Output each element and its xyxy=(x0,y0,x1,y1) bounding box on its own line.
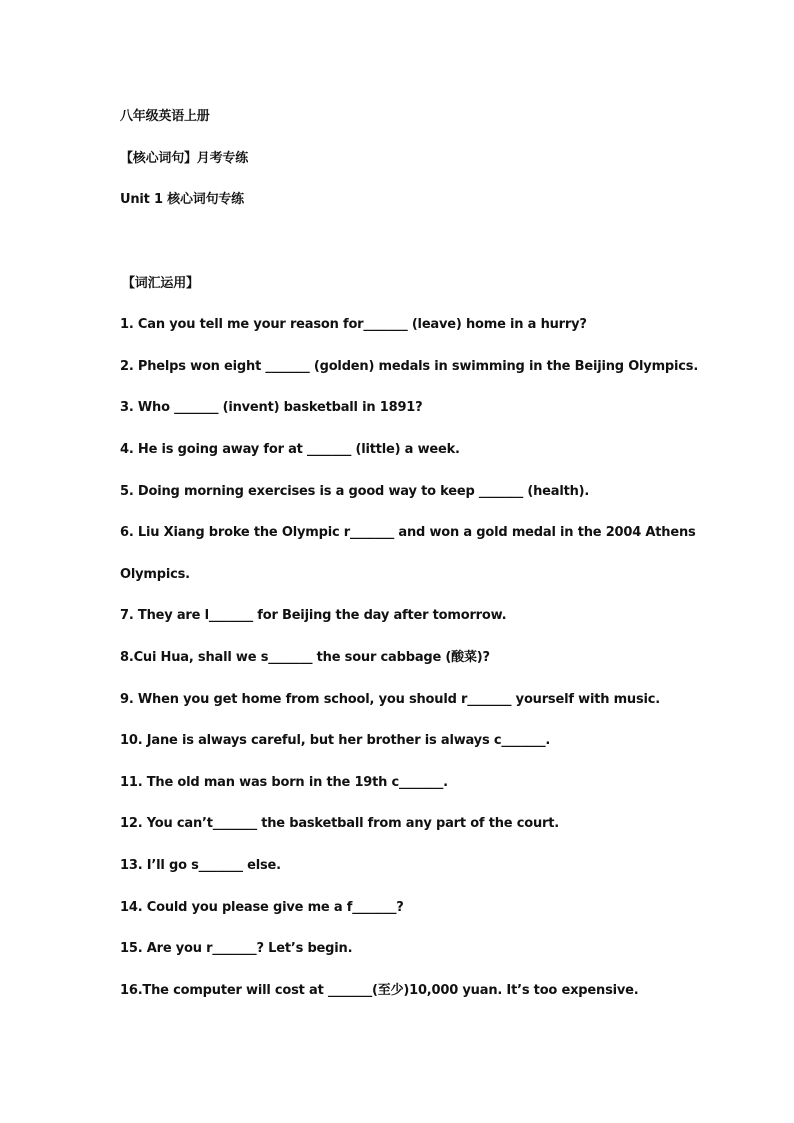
question-item: 1. Can you tell me your reason for_______ (leave) home in a hurry? xyxy=(120,317,587,332)
question-item: 14. Could you please give me a f_______? xyxy=(120,900,404,915)
question-item: 15. Are you r_______? Let’s begin. xyxy=(120,941,353,956)
question-item: 10. Jane is always careful, but her brother is always c_______. xyxy=(120,733,551,748)
question-item: 8.Cui Hua, shall we s_______ the sour cabbage (酸菜)? xyxy=(120,650,490,665)
question-item: 7. They are l_______ for Beijing the day after tomorrow. xyxy=(120,608,507,623)
question-item: 4. He is going away for at _______ (little) a week. xyxy=(120,442,460,457)
question-item: 5. Doing morning exercises is a good way to keep _______ (health). xyxy=(120,484,590,499)
question-item-continuation: Olympics. xyxy=(120,567,190,582)
question-item: 12. You can’t_______ the basketball from any part of the court. xyxy=(120,816,559,831)
section-title: 【核心词句】月考专练 xyxy=(120,151,249,166)
unit-title: Unit 1 核心词句专练 xyxy=(120,192,244,207)
vocab-heading: 【词汇运用】 xyxy=(122,276,199,291)
question-item: 9. When you get home from school, you should r_______ yourself with music. xyxy=(120,692,661,707)
question-item: 13. I’ll go s_______ else. xyxy=(120,858,281,873)
grade-title: 八年级英语上册 xyxy=(120,109,210,124)
question-item: 11. The old man was born in the 19th c_______. xyxy=(120,775,448,790)
question-item: 6. Liu Xiang broke the Olympic r_______ and won a gold medal in the 2004 Athens xyxy=(120,525,696,540)
question-item: 16.The computer will cost at _______(至少)10,000 yuan. It’s too expensive. xyxy=(120,983,639,998)
question-item: 3. Who _______ (invent) basketball in 1891? xyxy=(120,400,423,415)
question-item: 2. Phelps won eight _______ (golden) medals in swimming in the Beijing Olympics. xyxy=(120,359,699,374)
